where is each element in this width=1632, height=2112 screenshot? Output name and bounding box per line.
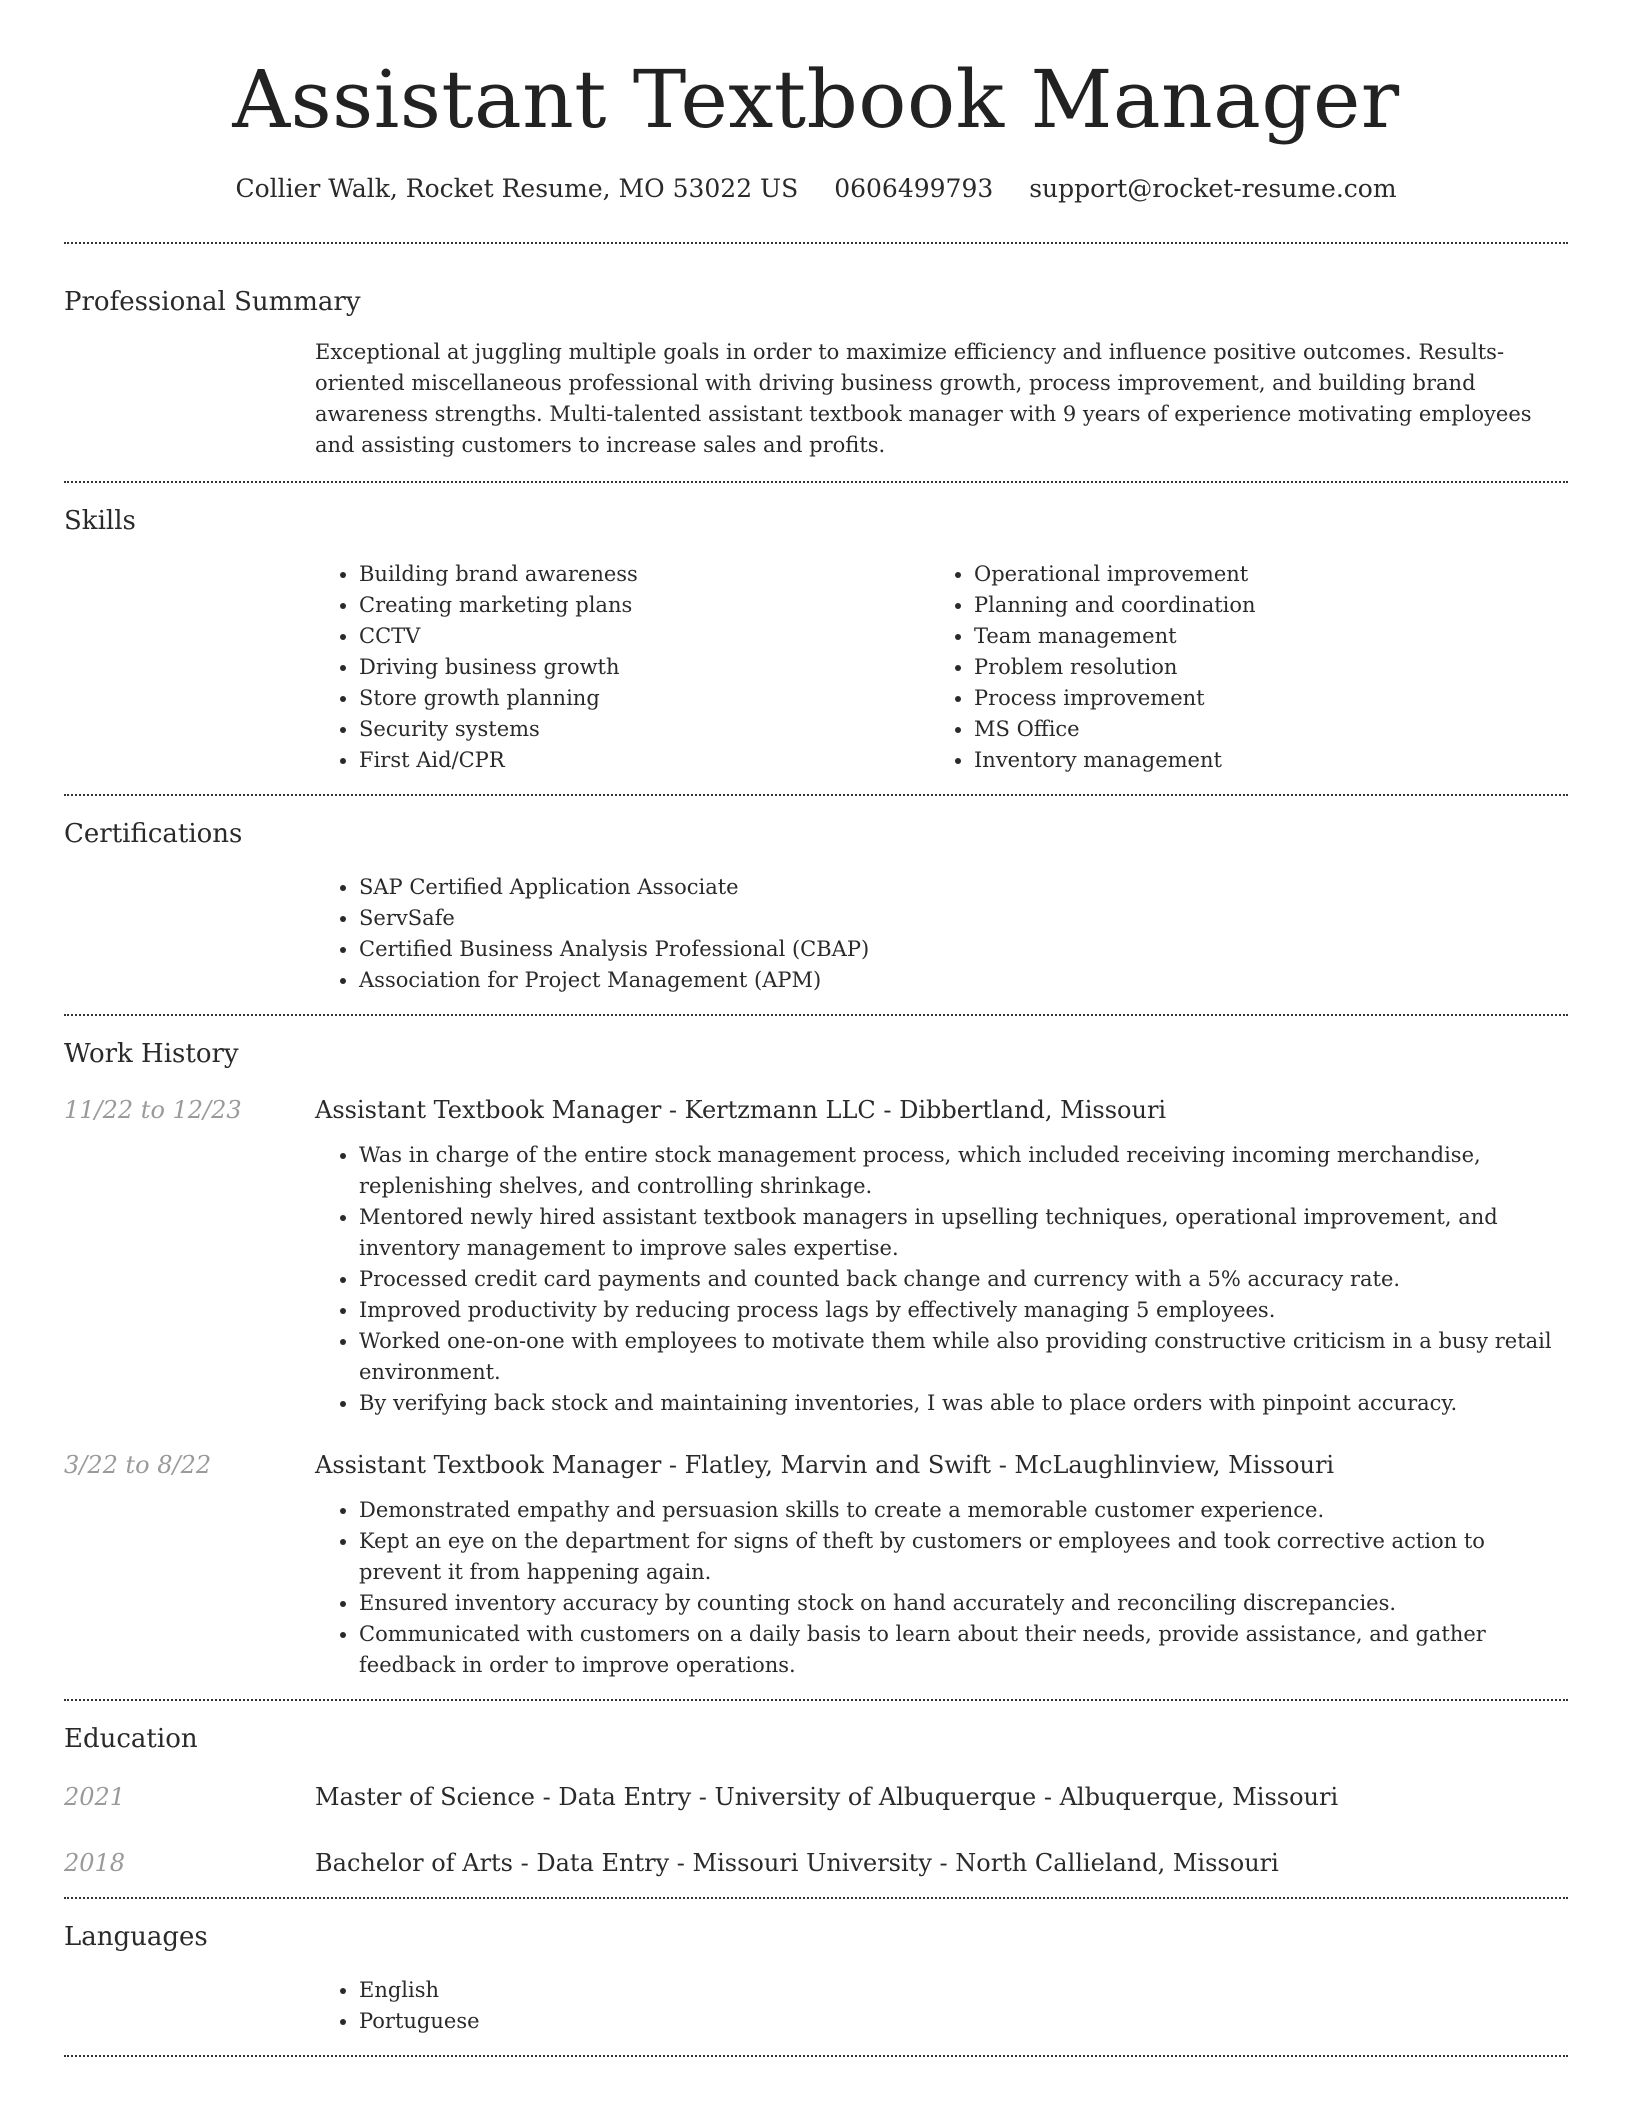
section-title-education: Education — [64, 1724, 198, 1754]
job-entry — [64, 1449, 1568, 1481]
skill-item: • Security systems — [359, 714, 930, 745]
section-title-summary: Professional Summary — [64, 287, 361, 317]
certification-item: • Association for Project Management (APM) — [359, 965, 1568, 996]
job-bullet: • Kept an eye on the department for signs of theft by customers or employees and took corrective action to prevent it from happening again. — [359, 1526, 1568, 1588]
language-item: • English — [359, 1975, 1568, 2006]
job-bullet: • Was in charge of the entire stock management process, which included receiving incoming merchandise, replenishing shelves, and controlling shrinkage. — [359, 1140, 1568, 1202]
summary-section — [64, 244, 1568, 481]
contact-phone: 0606499793 — [834, 174, 994, 203]
job-bullets — [315, 1495, 1568, 1681]
job-heading: Assistant Textbook Manager - Flatley, Marvin and Swift - McLaughlinview, Missouri — [315, 1451, 1335, 1479]
work-history-section — [64, 1016, 1568, 1699]
job-bullet: • Worked one-on-one with employees to motivate them while also providing constructive criticism in a busy retail environment. — [359, 1326, 1568, 1388]
skill-item: • MS Office — [974, 714, 1545, 745]
skill-item: • Inventory management — [974, 745, 1545, 776]
skills-list-left — [315, 559, 930, 776]
languages-section — [64, 1899, 1568, 2055]
job-heading: Assistant Textbook Manager - Kertzmann LLC - Dibbertland, Missouri — [315, 1096, 1167, 1124]
skill-item: • Planning and coordination — [974, 590, 1545, 621]
skill-item: • Driving business growth — [359, 652, 930, 683]
contact-address: Collier Walk, Rocket Resume, MO 53022 US — [235, 174, 799, 203]
job-bullet: • By verifying back stock and maintaining inventories, I was able to place orders with pinpoint accuracy. — [359, 1388, 1568, 1419]
certifications-list — [315, 872, 1568, 996]
contact-email: support@rocket-resume.com — [1029, 174, 1397, 203]
skill-item: • Creating marketing plans — [359, 590, 930, 621]
resume-name: Assistant Textbook Manager — [232, 53, 1400, 146]
job-bullet: • Demonstrated empathy and persuasion skills to create a memorable customer experience. — [359, 1495, 1568, 1526]
education-date: 2021 — [64, 1783, 126, 1811]
education-entry — [64, 1847, 1568, 1879]
section-title-languages: Languages — [64, 1922, 208, 1952]
job-entry — [64, 1094, 1568, 1126]
job-bullet: • Mentored newly hired assistant textbook managers in upselling techniques, operational improvement, and inventory management to improve sales expertise. — [359, 1202, 1568, 1264]
skill-item: • Operational improvement — [974, 559, 1545, 590]
job-date: 11/22 to 12/23 — [64, 1096, 242, 1124]
education-date: 2018 — [64, 1849, 126, 1877]
certification-item: • ServSafe — [359, 903, 1568, 934]
job-bullet: • Communicated with customers on a daily basis to learn about their needs, provide assistance, and gather feedback in order to improve operations. — [359, 1619, 1568, 1681]
section-title-skills: Skills — [64, 506, 136, 536]
job-bullet: • Ensured inventory accuracy by counting stock on hand accurately and reconciling discrepancies. — [359, 1588, 1568, 1619]
summary-text: Exceptional at juggling multiple goals in order to maximize efficiency and influence positive outcomes. Results-oriented miscellaneous professional with driving business growth, process improvement, and building brand awareness strengths. Multi-talented assistant textbook manager with 9 years of experience motivating employees and assisting customers to increase sales and profits. — [315, 340, 1532, 457]
certification-item: • Certified Business Analysis Professional (CBAP) — [359, 934, 1568, 965]
job-bullet: • Improved productivity by reducing process lags by effectively managing 5 employees. — [359, 1295, 1568, 1326]
education-entry — [64, 1781, 1568, 1813]
languages-list — [315, 1975, 1568, 2037]
job-bullets — [315, 1140, 1568, 1419]
skills-list-right — [930, 559, 1545, 776]
education-heading: Master of Science - Data Entry - University of Albuquerque - Albuquerque, Missouri — [315, 1783, 1339, 1811]
contact-line — [64, 172, 1568, 206]
skills-grid — [315, 559, 1568, 776]
education-heading: Bachelor of Arts - Data Entry - Missouri University - North Callieland, Missouri — [315, 1849, 1279, 1877]
certifications-section — [64, 796, 1568, 1014]
skill-item: • Team management — [974, 621, 1545, 652]
section-title-work-history: Work History — [64, 1039, 239, 1069]
certification-item: • SAP Certified Application Associate — [359, 872, 1568, 903]
skills-section — [64, 483, 1568, 794]
skill-item: • CCTV — [359, 621, 930, 652]
section-title-certifications: Certifications — [64, 819, 243, 849]
divider — [64, 2055, 1568, 2057]
job-date: 3/22 to 8/22 — [64, 1451, 212, 1479]
skill-item: • Building brand awareness — [359, 559, 930, 590]
skill-item: • Store growth planning — [359, 683, 930, 714]
language-item: • Portuguese — [359, 2006, 1568, 2037]
skill-item: • Problem resolution — [974, 652, 1545, 683]
skill-item: • Process improvement — [974, 683, 1545, 714]
education-section — [64, 1701, 1568, 1897]
job-bullet: • Processed credit card payments and counted back change and currency with a 5% accuracy rate. — [359, 1264, 1568, 1295]
skill-item: • First Aid/CPR — [359, 745, 930, 776]
resume-header — [64, 0, 1568, 206]
